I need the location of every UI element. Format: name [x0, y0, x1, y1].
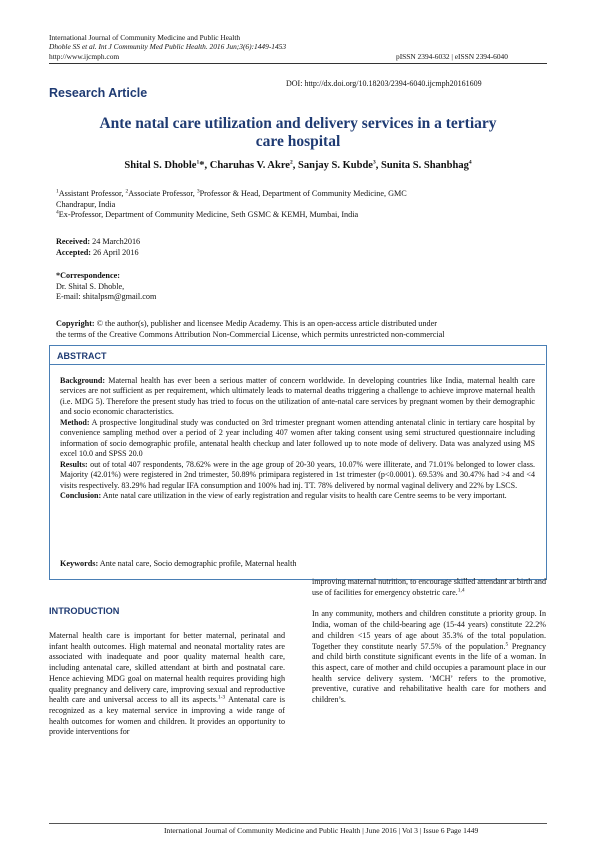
doi[interactable]: DOI: http://dx.doi.org/10.18203/2394-6040.ijcmph20161609 — [286, 79, 482, 88]
footer-rule — [49, 823, 547, 824]
author-name: Sanjay S. Kubde — [297, 160, 373, 171]
page-footer: International Journal of Community Medicine and Public Health | June 2016 | Vol 3 | Issue 6 Page 1449 — [164, 826, 479, 835]
journal-url[interactable]: http://www.ijcmph.com — [49, 52, 120, 61]
abstract-body — [60, 376, 535, 501]
author-name: Shital S. Dhoble — [124, 160, 197, 171]
journal-name: International Journal of Community Medicine and Public Health — [49, 33, 241, 42]
abstract-conclusion: Conclusion: Ante natal care utilization in the view of early registration and regular visits to health care Centre seems to be very important. — [60, 490, 507, 500]
article-type: Research Article — [49, 86, 148, 100]
author-name: Charuhas V. Akre — [209, 160, 290, 171]
introduction-right-column: improving maternal nutrition, to encourage skilled attendant at birth and use of facilities for emergency obstetric care.$^{1,4}$ In any community, mothers and children constitute a priority group. In India, woman of the child-bearing age (15-44 years) constitute 22.2% and children <15 years of age about 35.3% of the total population. Together they constitute nearly 57.5% of the population.$^5$ Pregnancy and child birth constitute significant events in the life of a woman. In this aspect, care of mother and child occupies a paramount place in our health service delivery system. ‘MCH’ refers to the promotive, preventive, curative and rehabilitative health care for mothers and children’s. — [312, 577, 547, 705]
affiliations: $^1$Assistant Professor, $^2$Associate Professor, $^3$Professor & Head, Department of Community Medicine, GMC Chandrapur, India $^4$Ex-Professor, Department of Community Medicine, Seth GSMC & KEMH, Mumbai, India — [56, 188, 407, 219]
abstract-heading: ABSTRACT — [57, 351, 107, 361]
email-link[interactable]: E-mail: shitalpsm@gmail.com — [56, 292, 157, 301]
issn: pISSN 2394-6032 | eISSN 2394-6040 — [396, 52, 508, 61]
author-list: Shital S. Dhoble$^1$*, Charuhas V. Akre$^2$, Sanjay S. Kubde$^3$, Sunita S. Shanbhag$^4$ — [124, 159, 472, 171]
introduction-heading: INTRODUCTION — [49, 606, 120, 616]
abstract-heading-rule — [49, 364, 545, 365]
copyright-notice: Copyright: © the author(s), publisher and licensee Medip Academy. This is an open-access article distributed under the terms of the Creative Commons Attribution Non-Commercial License, which permits unrestricted non-commercial — [56, 319, 445, 339]
header-rule — [49, 63, 547, 64]
introduction-left-column: Maternal health care is important for better maternal, perinatal and infant health outcomes. High maternal and neonatal mortality rates are associated with inadequate and poor quality maternal health care, including antenatal care, skilled attendant at birth and postnatal care. Hence achieving MDG goal on maternal health requires providing high quality pregnancy and delivery care, improving sexual and reproductive health care and universal access to all its aspects.$^{1-3}$ Antenatal care is recognized as a key maternal service in improving a wide range of health outcomes for women and children. It provides an opportunity to provide interventions for — [49, 631, 285, 737]
article-dates: Received: 24 March2016 Accepted: 26 April 2016 — [56, 237, 141, 257]
abstract-results: Results: out of total 407 respondents, 78.62% were in the age group of 20-30 years, 10.07% were illiterate, and 71.01% belonged to lower class. Majority (42.01%) were registered in 2nd trimester, 50.89% primipara registered in 1st trimester (p<0.0001). 69.53% and 30.47% had >4 and <4 visits respectively. 83.29% had regular IFA consumption and 100% had inj. TT. 78% delivered by normal vaginal delivery and 22% by LSCS. — [60, 459, 535, 490]
keywords: Keywords: Ante natal care, Socio demographic profile, Maternal health — [60, 559, 297, 568]
correspondence: *Correspondence: Dr. Shital S. Dhoble, E-mail: shitalpsm@gmail.com — [56, 271, 157, 301]
abstract-background: Background: Maternal health has ever been a serious matter of concern worldwide. In developing countries like India, maternal health care services are not sufficient as per requirement, which ultimately leads to maternal deaths triggering a challenge to achieve improve maternal health (i.e. MDG 5). Therefore the present study has tried to focus on the utilization of ante-natal care services by pregnant women by their demographic and socio economic characteristics. — [60, 376, 535, 417]
article-title: Ante natal care utilization and delivery services in a tertiary care hospital — [99, 115, 497, 150]
citation: Dhoble SS et al. Int J Community Med Public Health. 2016 Jun;3(6):1449-1453 — [49, 42, 287, 51]
author-name: Sunita S. Shanbhag — [380, 160, 469, 171]
abstract-method: Method: A prospective longitudinal study was conducted on 3rd trimester pregnant women attending antenatal clinic in tertiary care hospital by convenience sampling method over a period of 2 year including 407 women after taking consent using semi structured questionnaire including information of socio demographic profile, antenatal health checkup and later followed up to note mode of delivery. Data was analyzed using MS excel 10.0 and SPSS 20.0 — [60, 417, 535, 459]
